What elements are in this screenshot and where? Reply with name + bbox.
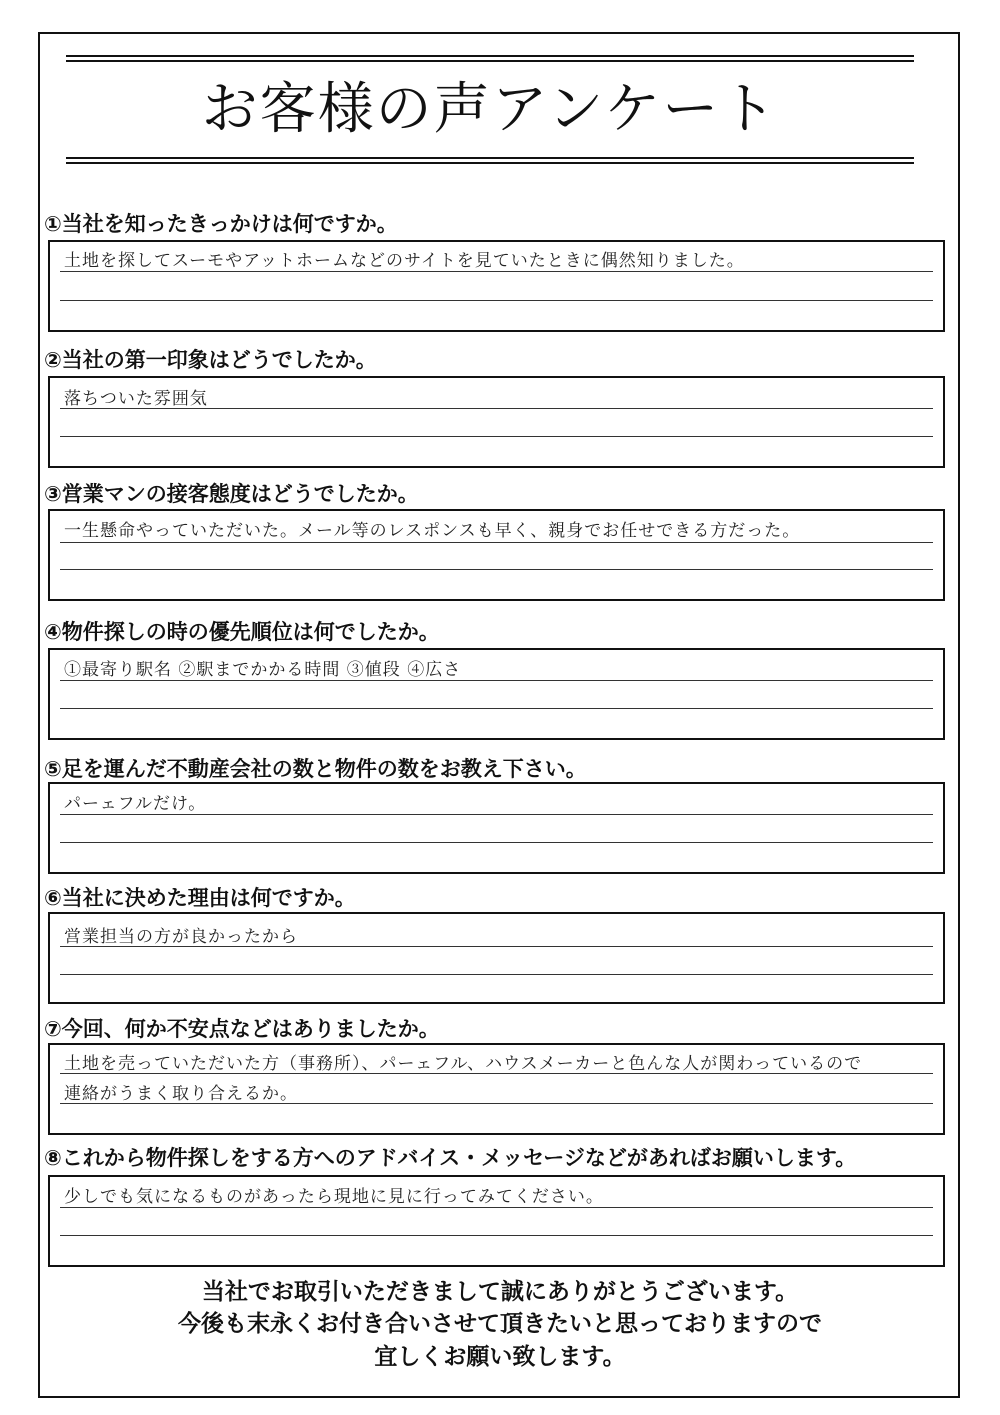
answer-2-rule-2 bbox=[60, 436, 933, 437]
answer-box-6[interactable] bbox=[48, 912, 945, 1004]
question-7: ⑦今回、何か不安点などはありましたか。 bbox=[44, 1017, 440, 1041]
answer-5-rule-1 bbox=[60, 814, 933, 815]
answer-box-4[interactable] bbox=[48, 648, 945, 740]
question-4: ④物件探しの時の優先順位は何でしたか。 bbox=[44, 620, 440, 644]
answer-5-line-1: パーェフルだけ。 bbox=[64, 794, 207, 814]
answer-3-rule-1 bbox=[60, 542, 933, 543]
answer-7-rule-1 bbox=[60, 1073, 933, 1074]
footer-relationship: 今後も末永くお付き合いさせて頂きたいと思っておりますので bbox=[178, 1311, 822, 1337]
answer-box-7[interactable] bbox=[48, 1043, 945, 1135]
footer-thanks: 当社でお取引いただきまして誠にありがとうございます。 bbox=[201, 1279, 799, 1305]
footer-regards: 宜しくお願い致します。 bbox=[374, 1344, 626, 1370]
answer-box-1[interactable] bbox=[48, 240, 945, 332]
answer-4-rule-1 bbox=[60, 680, 933, 681]
answer-8-rule-1 bbox=[60, 1207, 933, 1208]
answer-3-line-1: 一生懸命やっていただいた。メール等のレスポンスも早く、親身でお任せできる方だった。 bbox=[64, 521, 801, 541]
answer-3-rule-2 bbox=[60, 569, 933, 570]
answer-1-rule-1 bbox=[60, 271, 933, 272]
answer-2-rule-1 bbox=[60, 408, 933, 409]
answer-7-line-2: 連絡がうまく取り合えるか。 bbox=[64, 1084, 298, 1104]
question-8: ⑧これから物件探しをする方へのアドバイス・メッセージなどがあればお願いします。 bbox=[44, 1146, 857, 1170]
answer-box-2[interactable] bbox=[48, 376, 945, 468]
answer-6-line-1: 営業担当の方が良かったから bbox=[64, 927, 298, 947]
answer-box-3[interactable] bbox=[48, 509, 945, 601]
question-2: ②当社の第一印象はどうでしたか。 bbox=[44, 348, 377, 372]
answer-1-rule-2 bbox=[60, 300, 933, 301]
answer-6-rule-1 bbox=[60, 946, 933, 947]
question-1: ①当社を知ったきっかけは何ですか。 bbox=[44, 212, 398, 236]
question-3: ③営業マンの接客態度はどうでしたか。 bbox=[44, 482, 419, 506]
answer-5-rule-2 bbox=[60, 842, 933, 843]
title-rule-top bbox=[66, 55, 914, 62]
answer-4-line-1: ①最寄り駅名 ②駅までかかる時間 ③値段 ④広さ bbox=[64, 660, 462, 680]
question-6: ⑥当社に決めた理由は何ですか。 bbox=[44, 886, 356, 910]
answer-6-rule-2 bbox=[60, 974, 933, 975]
page-title: お客様の声アンケート bbox=[201, 77, 779, 142]
answer-box-5[interactable] bbox=[48, 782, 945, 874]
title-rule-bottom bbox=[66, 157, 914, 164]
question-5: ⑤足を運んだ不動産会社の数と物件の数をお教え下さい。 bbox=[44, 757, 587, 781]
answer-1-line-1: 土地を探してスーモやアットホームなどのサイトを見ていたときに偶然知りました。 bbox=[64, 251, 745, 271]
answer-7-line-1: 土地を売っていただいた方（事務所）、パーェフル、ハウスメーカーと色んな人が関わっているので bbox=[64, 1054, 863, 1074]
answer-box-8[interactable] bbox=[48, 1175, 945, 1267]
answer-4-rule-2 bbox=[60, 708, 933, 709]
answer-8-rule-2 bbox=[60, 1235, 933, 1236]
answer-7-rule-2 bbox=[60, 1103, 933, 1104]
answer-2-line-1: 落ちついた雰囲気 bbox=[64, 389, 208, 409]
answer-8-line-1: 少しでも気になるものがあったら現地に見に行ってみてください。 bbox=[64, 1187, 604, 1207]
